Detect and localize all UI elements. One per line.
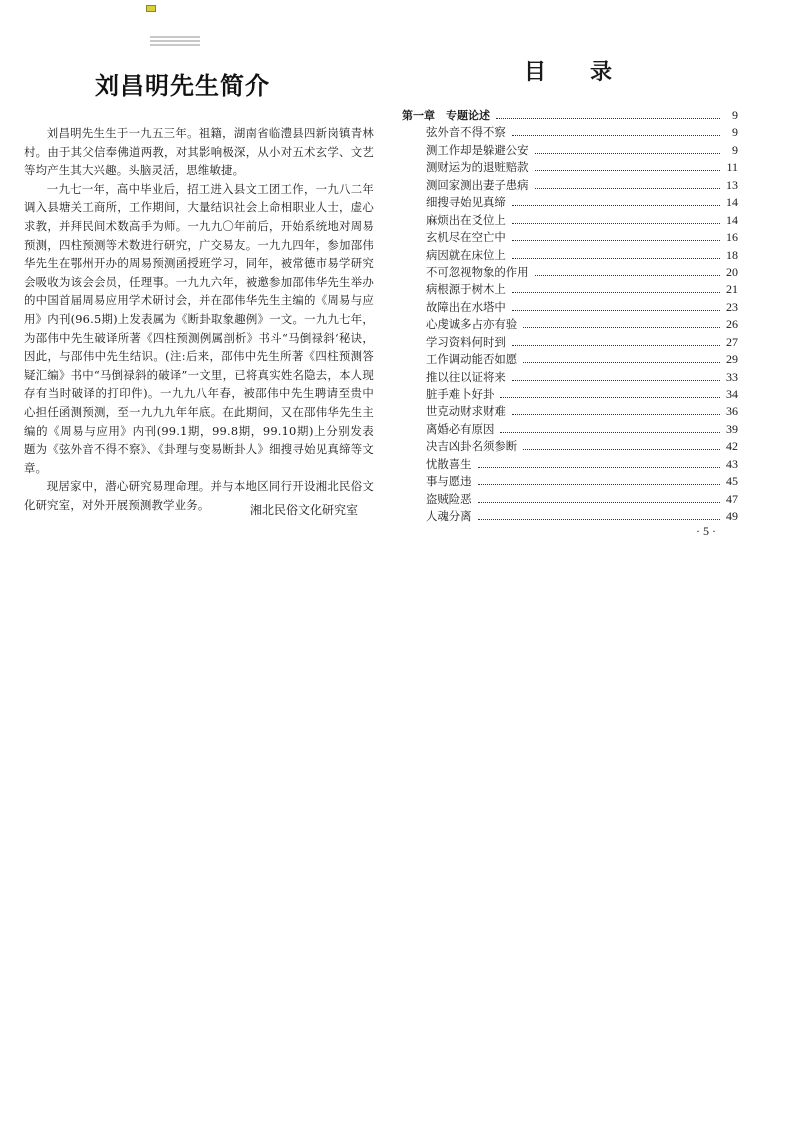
toc-entry[interactable] — [402, 403, 738, 420]
leader-dots — [478, 467, 720, 468]
toc-page: 18 — [726, 247, 738, 262]
toc-page: 45 — [726, 474, 738, 489]
leader-dots — [496, 118, 720, 119]
toc-page: 21 — [726, 282, 738, 297]
leader-dots — [523, 327, 720, 328]
leader-dots — [523, 362, 720, 363]
leader-dots — [535, 170, 720, 171]
toc-entry[interactable] — [402, 281, 738, 298]
toc-entry[interactable] — [402, 159, 738, 176]
toc-label: 弦外音不得不察 — [426, 125, 506, 140]
toc-label: 测工作却是躲避公安 — [426, 142, 529, 157]
toc-chapter[interactable] — [402, 107, 738, 124]
toc-entry[interactable] — [402, 247, 738, 264]
toc-entry[interactable] — [402, 264, 738, 281]
toc-entry[interactable] — [402, 473, 738, 490]
leader-dots — [478, 484, 720, 485]
toc-entry[interactable] — [402, 456, 738, 473]
toc-page: 34 — [726, 387, 738, 401]
toc-page: 36 — [726, 404, 738, 419]
bio-paragraph: 现居家中，潜心研究易理命理。并与本地区同行开设湘北民俗文化研究室，对外开展预测教学业务。 — [24, 479, 374, 512]
toc-title: 目录 — [524, 60, 657, 85]
leader-dots — [535, 275, 720, 276]
toc-entry[interactable] — [402, 229, 738, 246]
toc-label: 故障出在水塔中 — [426, 299, 506, 314]
toc-label: 工作调动能否如愿 — [426, 352, 518, 367]
toc-page: 13 — [726, 177, 738, 192]
toc-entry[interactable] — [402, 316, 738, 333]
toc-page: 49 — [726, 509, 738, 524]
toc-page: 27 — [726, 334, 738, 349]
toc-entry[interactable] — [402, 369, 738, 386]
toc-label: 测财运为的退赃赔款 — [426, 160, 529, 175]
toc-page: 9 — [732, 125, 738, 140]
toc-label: 离婚必有原因 — [426, 421, 495, 436]
toc-label: 事与愿违 — [426, 474, 472, 489]
toc-label: 决吉凶卦名须参断 — [426, 439, 518, 454]
toc-label: 盗贼险恶 — [426, 491, 472, 506]
leader-dots — [478, 519, 720, 520]
toc-page: 14 — [726, 212, 738, 227]
toc-page: 39 — [726, 421, 738, 436]
toc-label: 忧散喜生 — [426, 456, 472, 471]
toc-page: 26 — [726, 317, 738, 332]
toc-label: 脏手难卜好卦 — [426, 387, 495, 401]
leader-dots — [478, 502, 720, 503]
toc-entry[interactable] — [402, 334, 738, 351]
toc-page: 14 — [726, 195, 738, 210]
leader-dots — [535, 188, 720, 189]
annotation-marker-icon — [146, 5, 156, 12]
toc-entry[interactable] — [402, 212, 738, 229]
toc-label: 病根源于树木上 — [426, 282, 506, 297]
toc-entry[interactable] — [402, 299, 738, 316]
leader-dots — [512, 135, 720, 136]
bio-body — [24, 124, 374, 514]
toc-entry[interactable] — [402, 351, 738, 368]
toc-label: 学习资料何时到 — [426, 334, 506, 349]
leader-dots — [500, 397, 720, 398]
toc-page: 20 — [726, 264, 738, 279]
leader-dots — [512, 292, 720, 293]
leader-dots — [512, 380, 720, 381]
leader-dots — [512, 414, 720, 415]
toc-page: 23 — [726, 299, 738, 314]
toc-label: 推以往以证将来 — [426, 369, 506, 384]
leader-dots — [512, 345, 720, 346]
leader-dots — [523, 449, 720, 450]
toc-label: 心虔诚多占亦有验 — [426, 317, 518, 332]
table-of-contents — [402, 107, 738, 526]
toc-label: 第一章 专题论述 — [402, 109, 490, 122]
leader-dots — [512, 205, 720, 206]
toc-label: 不可忽视物象的作用 — [426, 264, 529, 279]
page-number: · 5 · — [696, 524, 716, 538]
toc-entry[interactable] — [402, 177, 738, 194]
toc-page: 29 — [726, 352, 738, 367]
toc-entry[interactable] — [402, 508, 738, 525]
toc-label: 测回家测出妻子患病 — [426, 177, 529, 192]
toc-entry[interactable] — [402, 194, 738, 211]
toc-entry[interactable] — [402, 386, 738, 403]
leader-dots — [512, 310, 720, 311]
toc-page: 9 — [732, 142, 738, 157]
bio-paragraph: 一九七一年，高中毕业后，招工进入县文工团工作，一九八二年调入县塘关工商所，工作期间，大量结识社会上命相职业人士，虚心求教，并拜民间术数高手为师。一九九〇年前后，开始系统地对周易预测，四柱预测等术数进行研究，广交易友。一九九四年，参加邵伟华先生在鄂州开办的周易预测函授班学习，同年，被常德市易学研究会吸收为该会会员，任理事。一九九六年，被邀参加邵伟华先生举办的中国首届周易应用学术研讨会，并在邵伟华先生主编的《周易与应用》内刊(96.5期)上发表属为《断卦取象趣例》一文。一九九七年，为邵伟中先生破译所著《四柱预测例属剖析》书斗“马倒禄斜‘秘诀，因此，与邵伟中先生结识。(注:后来，邵伟中先生所著《四柱预测答疑汇编》书中“马倒禄斜的破译”一文里，已将真实姓名隐去，本人现存有当时破译的打印件)。一九九八年春，被邵伟中先生聘请至贵中心担任函测预测，至一九九九年年底。在此期间，又在邵伟华先生主编的《周易与应用》内刊(99.1期，99.8期，99.10期)上分别发表题为《弦外音不得不察》、《卦理与变易断卦人》细搜寻始见真缔等文章。 — [24, 181, 374, 475]
bio-paragraph: 刘昌明先生生于一九五三年。祖籍，湖南省临澧县四新岗镇青林村。由于其父信奉佛道两教，对其影响极深，从小对五术玄学、文艺等均产生其大兴趣。头脑灵活，思维敏捷。 — [24, 126, 374, 178]
toc-entry[interactable] — [402, 421, 738, 438]
leader-dots — [535, 153, 720, 154]
toc-page: 16 — [726, 230, 738, 245]
toc-label: 病因就在床位上 — [426, 247, 506, 262]
toc-entry[interactable] — [402, 438, 738, 455]
watermark — [150, 36, 200, 50]
toc-entry[interactable] — [402, 142, 738, 159]
signature: 湘北民俗文化研究室 — [250, 503, 359, 517]
toc-label: 细搜寻始见真缔 — [426, 195, 506, 210]
toc-page: 9 — [732, 108, 738, 122]
toc-page: 11 — [726, 160, 738, 175]
toc-label: 人魂分离 — [426, 509, 472, 524]
toc-label: 麻烦出在爻位上 — [426, 212, 506, 227]
toc-page: 33 — [726, 369, 738, 384]
toc-page: 43 — [726, 456, 738, 471]
toc-label: 世克动财求财难 — [426, 404, 506, 419]
bio-title: 刘昌明先生简介 — [95, 72, 270, 100]
toc-entry[interactable] — [402, 124, 738, 141]
leader-dots — [500, 432, 720, 433]
leader-dots — [512, 223, 720, 224]
toc-page: 42 — [726, 439, 738, 454]
leader-dots — [512, 240, 720, 241]
leader-dots — [512, 258, 720, 259]
toc-label: 玄机尽在空亡中 — [426, 230, 506, 245]
toc-page: 47 — [726, 491, 738, 506]
toc-entry[interactable] — [402, 491, 738, 508]
